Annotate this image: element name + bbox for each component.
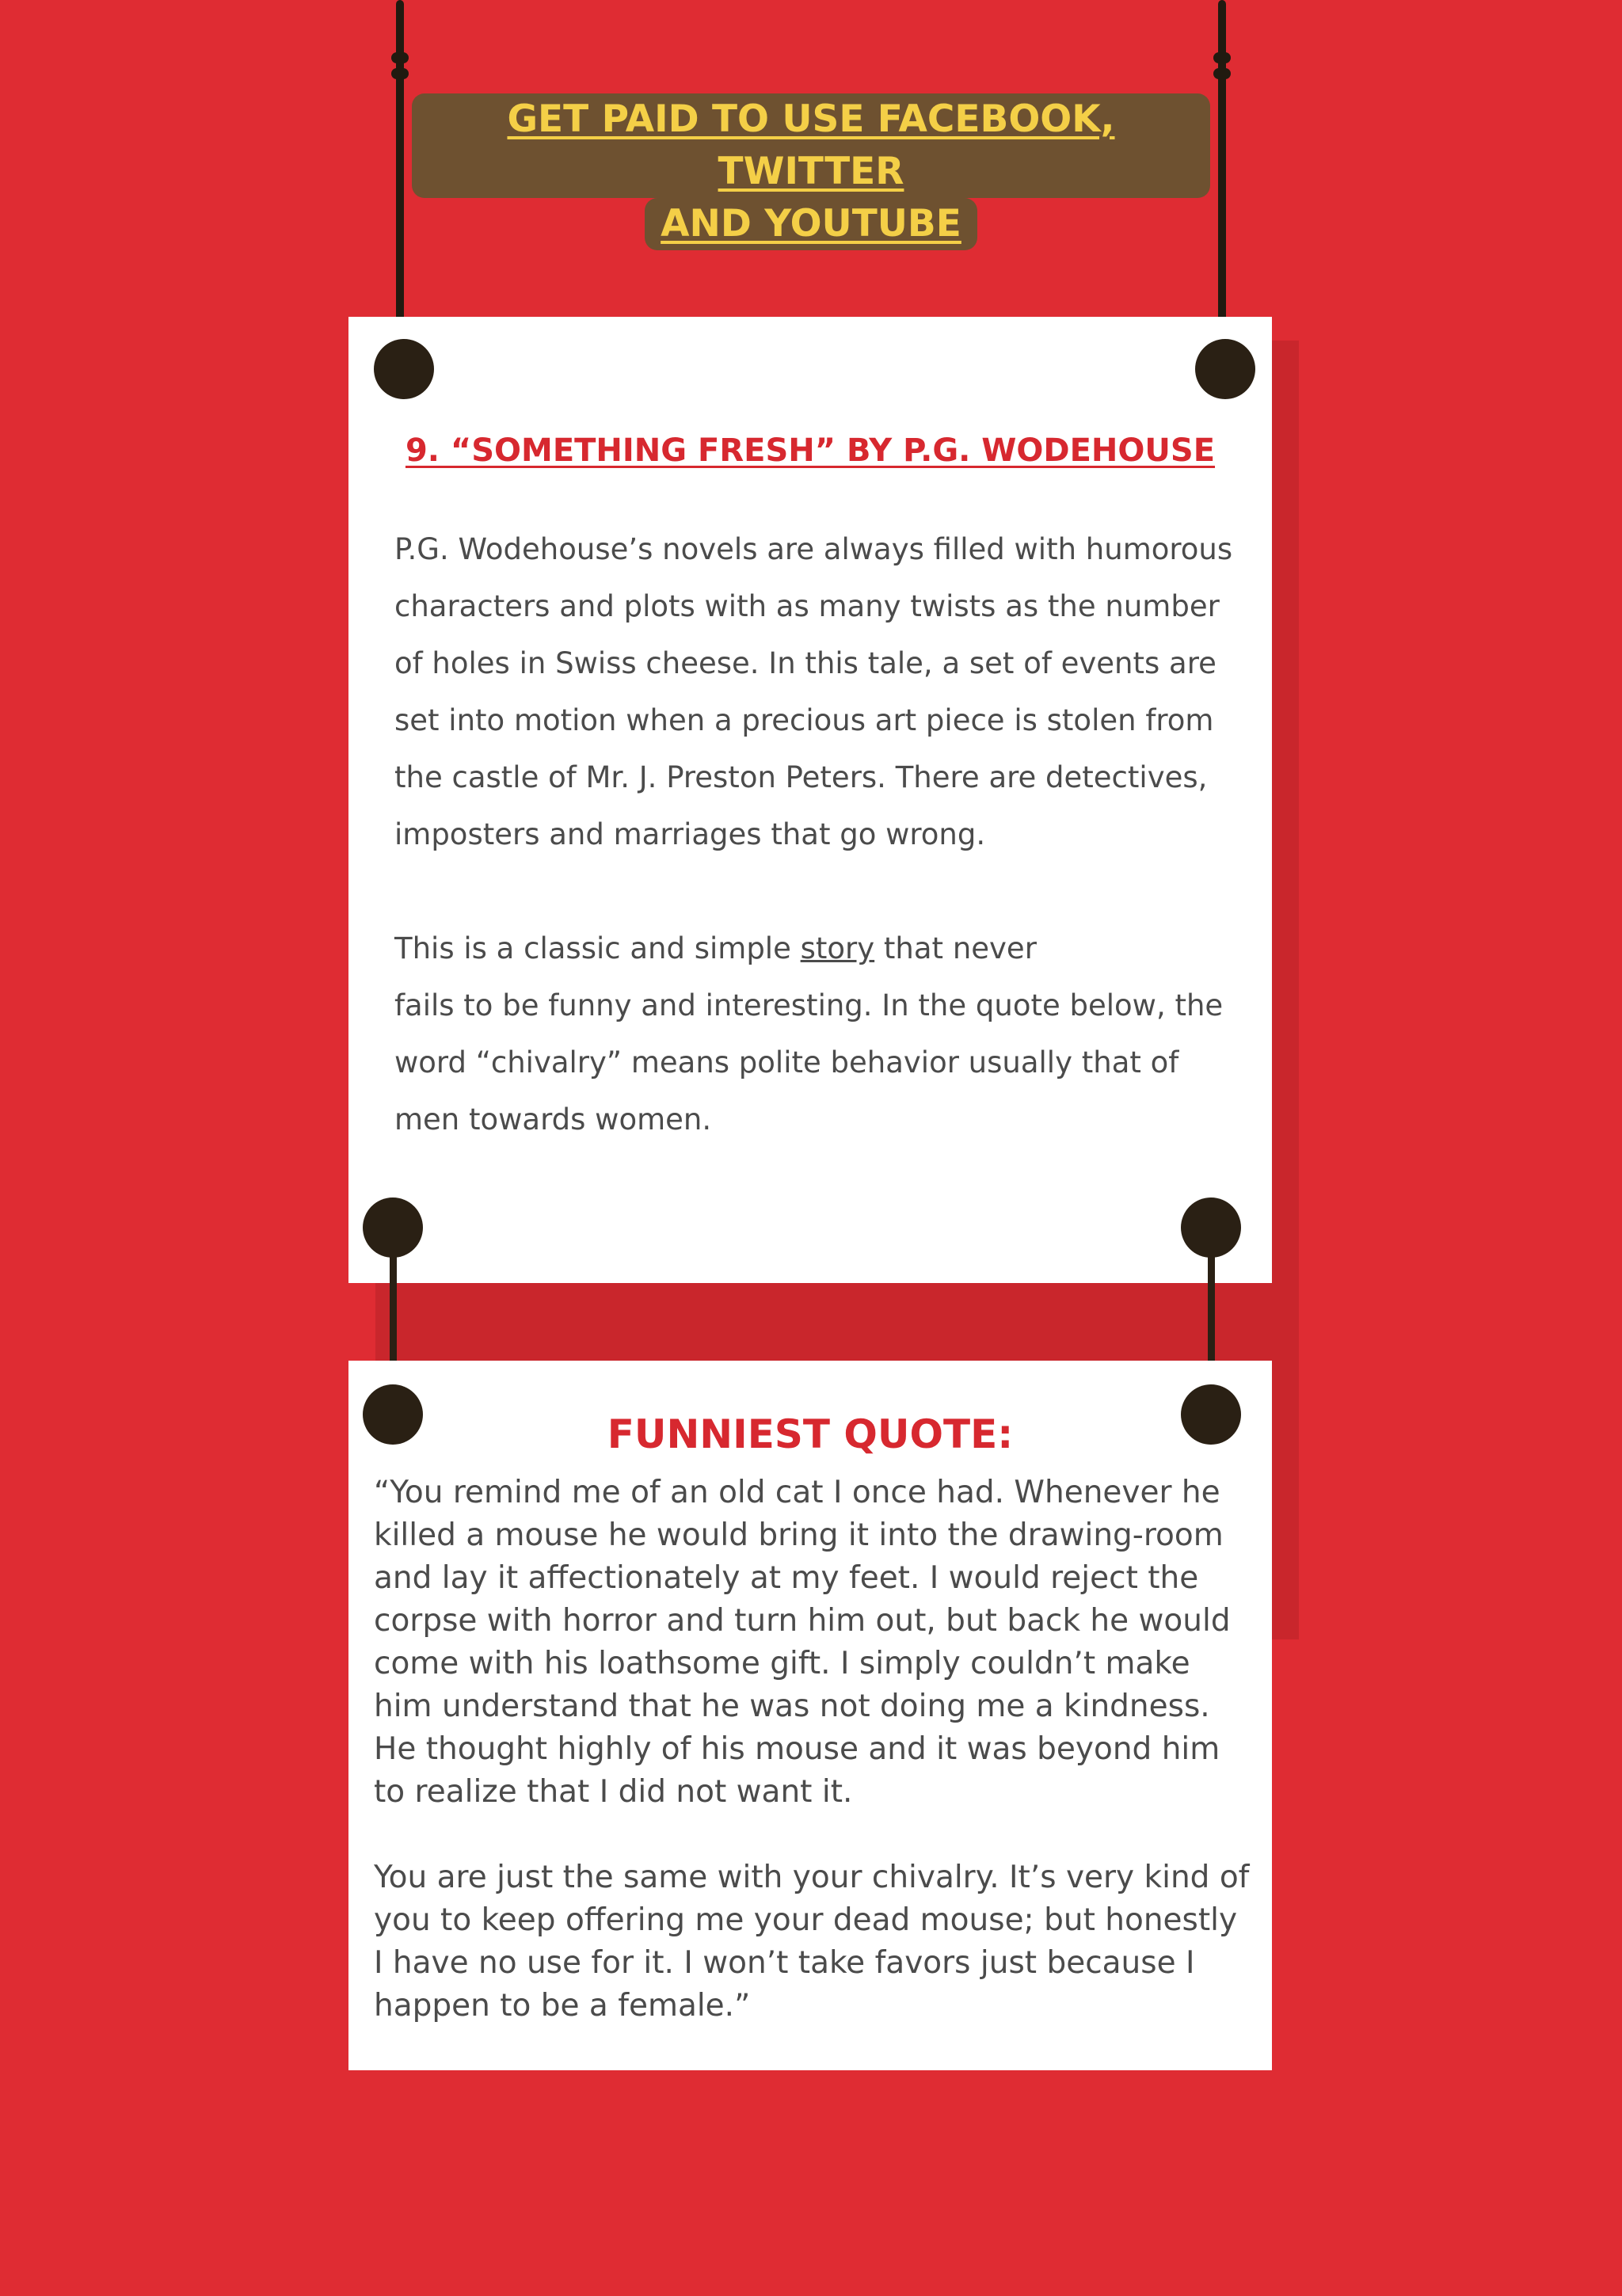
story-link[interactable]: story	[800, 931, 875, 965]
recommendation-text-start: This is a classic and simple	[394, 931, 801, 965]
quote-heading: FUNNIEST QUOTE:	[607, 1411, 1014, 1457]
card-pin-top-right	[1195, 339, 1255, 399]
card-shadow	[1272, 341, 1299, 1639]
book-card	[348, 317, 1272, 1283]
promo-banner-link-line2[interactable]: AND YOUTUBE	[645, 198, 977, 250]
recommendation-text-end: fails to be funny and interesting. In the quote below, the word “chivalry” means polite behavior usually that of men towards women.	[394, 988, 1224, 1137]
right-rope-knot	[1213, 68, 1231, 79]
connector-strip	[375, 1283, 1299, 1362]
quote-paragraph-1: “You remind me of an old cat I once had. Whenever he killed a mouse he would bring it into the drawing-room and lay it affectionately at my feet. I would reject the corpse with horror and turn him out, but back he would come with his loathsome gift. I simply couldn’t make him understand that he was not doing me a kindness. He thought highly of his mouse and it was beyond him to realize that I did not want it.	[374, 1475, 1231, 1810]
quote-card	[348, 1361, 1272, 2070]
left-rope-knot	[391, 52, 409, 63]
book-description: P.G. Wodehouse’s novels are always filled with humorous characters and plots with as many twists as the number of holes in Swiss cheese. In this tale, a set of events are set into motion when a precious art piece is stolen from the castle of Mr. J. Preston Peters. There are detectives, imposters and marriages that go wrong.	[394, 532, 1233, 851]
quote-paragraph-2: You are just the same with your chivalry. It’s very kind of you to keep offering me your dead mouse; but honestly I have no use for it. I won’t take favors just because I happen to be a female.”	[374, 1860, 1250, 2024]
book-recommendation	[394, 920, 1234, 1148]
card-pin-top-left	[374, 339, 434, 399]
promo-banner-link-line1[interactable]: GET PAID TO USE FACEBOOK, TWITTER	[412, 93, 1210, 198]
recommendation-text-mid: that never	[874, 931, 1037, 965]
book-title: 9. “SOMETHING FRESH” BY P.G. WODEHOUSE	[405, 432, 1216, 469]
right-rope-knot	[1213, 52, 1231, 63]
promo-banner	[412, 93, 1210, 250]
left-rope-knot	[391, 68, 409, 79]
